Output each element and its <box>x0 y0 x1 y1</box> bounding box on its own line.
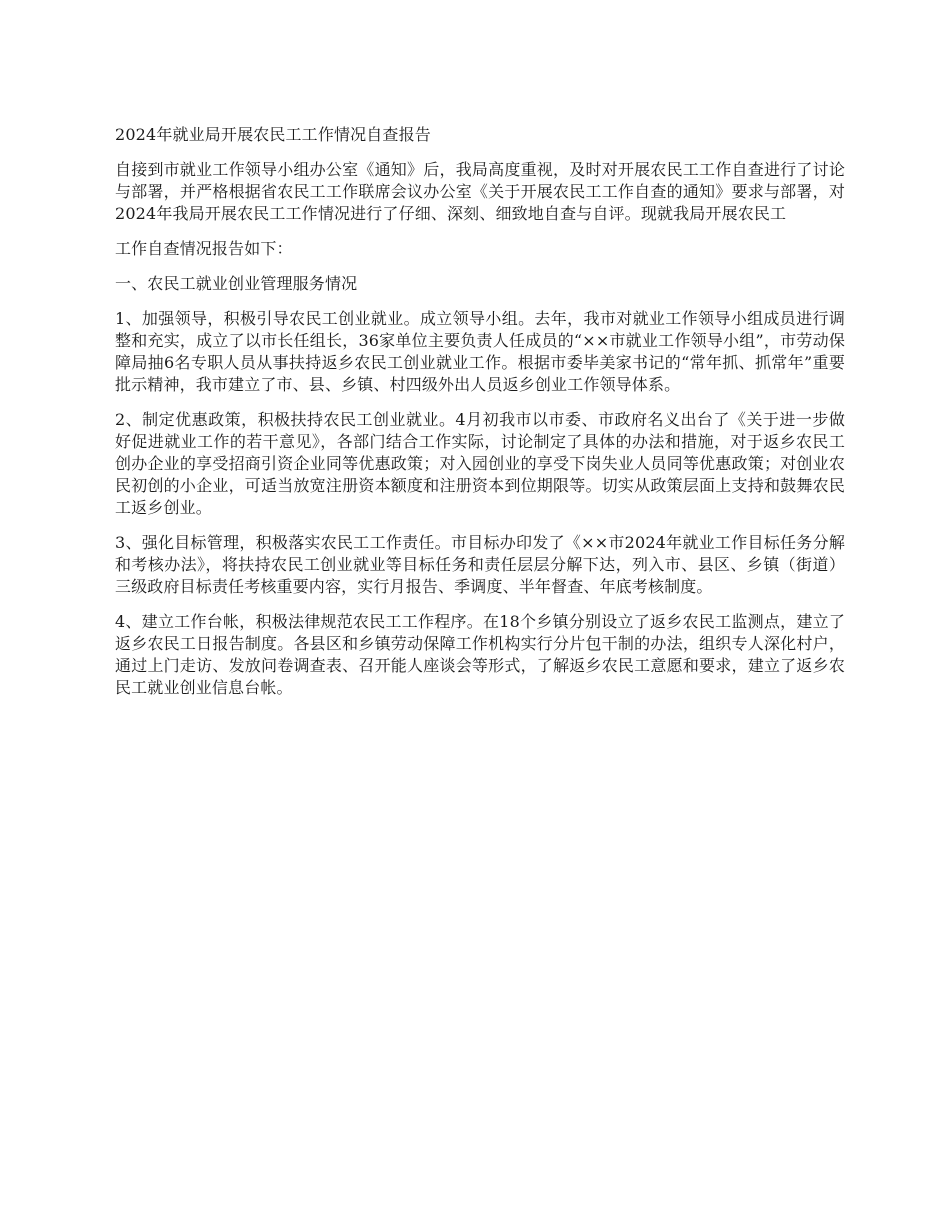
document-body <box>115 124 845 712</box>
item-4-paragraph: 4、建立工作台帐，积极法律规范农民工工作程序。在18个乡镇分别设立了返乡农民工监测点，建立了返乡农民工日报告制度。各县区和乡镇劳动保障工作机构实行分片包干制的办法，组织专人深化村户，通过上门走访、发放问卷调查表、召开能人座谈会等形式，了解返乡农民工意愿和要求，建立了返乡农民工就业创业信息台帐。 <box>115 612 845 697</box>
item-3-paragraph: 3、强化目标管理，积极落实农民工工作责任。市目标办印发了《××市2024年就业工作目标任务分解和考核办法》，将扶持农民工创业就业等目标任务和责任层层分解下达，列入市、县区、乡镇（街道）三级政府目标责任考核重要内容，实行月报告、季调度、半年督查、年底考核制度。 <box>115 533 845 596</box>
document-title: 2024年就业局开展农民工工作情况自查报告 <box>115 125 431 144</box>
item-1-paragraph: 1、加强领导，积极引导农民工创业就业。成立领导小组。去年，我市对就业工作领导小组成员进行调整和充实，成立了以市长任组长，36家单位主要负责人任成员的“××市就业工作领导小组”，市劳动保障局抽6名专职人员从事扶持返乡农民工创业就业工作。根据市委毕美家书记的“常年抓、抓常年”重要批示精神，我市建立了市、县、乡镇、村四级外出人员返乡创业工作领导体系。 <box>115 309 845 394</box>
intro-continuation-paragraph: 工作自查情况报告如下： <box>115 239 293 258</box>
section-heading: 一、农民工就业创业管理服务情况 <box>115 274 358 293</box>
item-2-paragraph: 2、制定优惠政策，积极扶持农民工创业就业。4月初我市以市委、市政府名义出台了《关于进一步做好促进就业工作的若干意见》，各部门结合工作实际，讨论制定了具体的办法和措施，对于返乡农民工创办企业的享受招商引资企业同等优惠政策；对入园创业的享受下岗失业人员同等优惠政策；对创业农民初创的小企业，可适当放宽注册资本额度和注册资本到位期限等。切实从政策层面上支持和鼓舞农民工返乡创业。 <box>115 410 845 517</box>
intro-paragraph: 自接到市就业工作领导小组办公室《通知》后，我局高度重视，及时对开展农民工工作自查进行了讨论与部署，并严格根据省农民工工作联席会议办公室《关于开展农民工工作自查的通知》要求与部署，对2024年我局开展农民工工作情况进行了仔细、深刻、细致地自查与自评。现就我局开展农民工 <box>115 160 845 223</box>
